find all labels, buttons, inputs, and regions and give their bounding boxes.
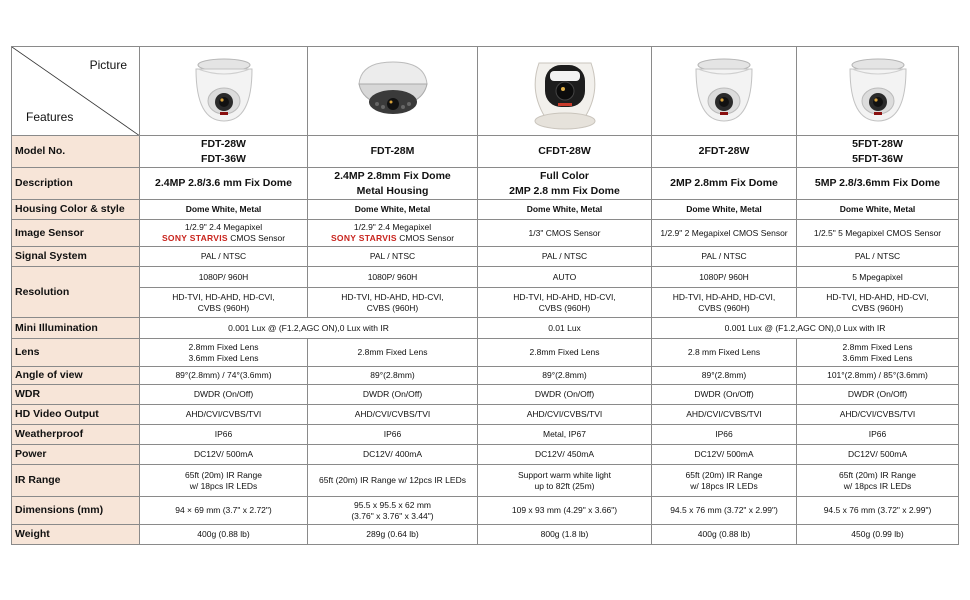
hd-formats-text: HD-TVI, HD-AHD, HD-CVI, bbox=[513, 291, 616, 302]
sony-starvis-brand: SONY STARVIS bbox=[161, 233, 228, 243]
resolution-cell-5: 5 Mpegapixel bbox=[797, 267, 959, 288]
cvbs-text: CVBS (960H) bbox=[366, 302, 419, 313]
housing-cell-2: Dome White, Metal bbox=[308, 200, 478, 220]
ir-text: w/ 18pcs IR LEDs bbox=[189, 480, 258, 491]
model-row bbox=[12, 136, 959, 168]
camera-image-5 bbox=[797, 47, 959, 136]
weight-cell-1: 400g (0.88 lb) bbox=[140, 525, 308, 545]
sensor-suffix: CMOS Sensor bbox=[227, 233, 286, 243]
features-label: Features bbox=[26, 110, 74, 124]
hd-formats-text: HD-TVI, HD-AHD, HD-CVI, bbox=[341, 291, 444, 302]
ir-range-cell-3 bbox=[478, 465, 652, 497]
sensor-cell-1 bbox=[140, 220, 308, 247]
power-cell-5: DC12V/ 500mA bbox=[797, 445, 959, 465]
weight-cell-2: 289g (0.64 lb) bbox=[308, 525, 478, 545]
sensor-cell-3: 1/3" CMOS Sensor bbox=[478, 220, 652, 247]
angle-cell-1: 89°(2.8mm) / 74°(3.6mm) bbox=[140, 367, 308, 385]
hdvideo-cell-4: AHD/CVI/CVBS/TVI bbox=[652, 405, 797, 425]
housing-cell-5: Dome White, Metal bbox=[797, 200, 959, 220]
wdr-cell-4: DWDR (On/Off) bbox=[652, 385, 797, 405]
ir-range-cell-1 bbox=[140, 465, 308, 497]
picture-row bbox=[12, 47, 959, 136]
hdvideo-cell-1: AHD/CVI/CVBS/TVI bbox=[140, 405, 308, 425]
ir-range-cell-4 bbox=[652, 465, 797, 497]
description-text: 2MP 2.8 mm Fix Dome bbox=[509, 184, 620, 197]
description-cell-1: 2.4MP 2.8/3.6 mm Fix Dome bbox=[140, 168, 308, 200]
row-label-description: Description bbox=[12, 168, 140, 200]
full-color-turret-camera-icon bbox=[525, 51, 605, 131]
weatherproof-cell-5: IP66 bbox=[797, 425, 959, 445]
hd-formats-text: HD-TVI, HD-AHD, HD-CVI, bbox=[826, 291, 929, 302]
model-cell-1 bbox=[140, 136, 308, 168]
output-format-cell-2 bbox=[308, 288, 478, 318]
dimensions-cell-3: 109 x 93 mm (4.29" x 3.66") bbox=[478, 497, 652, 525]
description-row bbox=[12, 168, 959, 200]
hdvideo-cell-2: AHD/CVI/CVBS/TVI bbox=[308, 405, 478, 425]
picture-label: Picture bbox=[89, 58, 127, 72]
camera-image-1 bbox=[140, 47, 308, 136]
wdr-cell-5: DWDR (On/Off) bbox=[797, 385, 959, 405]
lens-cell-1 bbox=[140, 339, 308, 367]
resolution-cell-1: 1080P/ 960H bbox=[140, 267, 308, 288]
model-text: 5FDT-28W bbox=[852, 137, 903, 150]
housing-cell-4: Dome White, Metal bbox=[652, 200, 797, 220]
model-text: FDT-28W bbox=[201, 137, 246, 150]
row-label-power: Power bbox=[12, 445, 140, 465]
cvbs-text: CVBS (960H) bbox=[698, 302, 750, 313]
row-label-lens: Lens bbox=[12, 339, 140, 367]
row-label-signal: Signal System bbox=[12, 247, 140, 267]
sensor-text bbox=[311, 233, 474, 244]
illumination-cell-4-5: 0.001 Lux @ (F1.2,AGC ON),0 Lux with IR bbox=[652, 318, 959, 339]
weatherproof-cell-4: IP66 bbox=[652, 425, 797, 445]
sensor-row bbox=[12, 220, 959, 247]
output-format-cell-3 bbox=[478, 288, 652, 318]
sensor-text: 1/2.9" 2.4 Megapixel bbox=[184, 222, 263, 232]
ir-text: 65ft (20m) IR Range bbox=[838, 469, 916, 480]
white-dome-camera-icon bbox=[186, 55, 262, 127]
resolution-row-2 bbox=[12, 288, 959, 318]
model-cell-5 bbox=[797, 136, 959, 168]
signal-cell-4: PAL / NTSC bbox=[652, 247, 797, 267]
hdvideo-row bbox=[12, 405, 959, 425]
dimensions-row bbox=[12, 497, 959, 525]
sensor-suffix: CMOS Sensor bbox=[396, 233, 455, 243]
ir-range-cell-2: 65ft (20m) IR Range w/ 12pcs IR LEDs bbox=[308, 465, 478, 497]
illumination-row bbox=[12, 318, 959, 339]
lens-text: 2.8mm Fixed Lens bbox=[842, 341, 913, 352]
description-cell-4: 2MP 2.8mm Fix Dome bbox=[652, 168, 797, 200]
weatherproof-cell-1: IP66 bbox=[140, 425, 308, 445]
angle-row bbox=[12, 367, 959, 385]
signal-row bbox=[12, 247, 959, 267]
cvbs-text: CVBS (960H) bbox=[538, 302, 591, 313]
sensor-cell-2 bbox=[308, 220, 478, 247]
lens-text: 3.6mm Fixed Lens bbox=[188, 352, 259, 363]
header-corner-cell bbox=[12, 47, 140, 136]
description-cell-5: 5MP 2.8/3.6mm Fix Dome bbox=[797, 168, 959, 200]
ir-text: w/ 18pcs IR LEDs bbox=[690, 480, 758, 491]
row-label-dimensions: Dimensions (mm) bbox=[12, 497, 140, 525]
output-format-cell-4 bbox=[652, 288, 797, 318]
dimensions-cell-1: 94 × 69 mm (3.7" x 2.72") bbox=[140, 497, 308, 525]
sensor-text bbox=[143, 233, 304, 244]
power-row bbox=[12, 445, 959, 465]
white-dome-camera-icon bbox=[686, 55, 762, 127]
description-cell-3 bbox=[478, 168, 652, 200]
row-label-model: Model No. bbox=[12, 136, 140, 168]
weatherproof-cell-3: Metal, IP67 bbox=[478, 425, 652, 445]
ir-text: w/ 18pcs IR LEDs bbox=[843, 480, 912, 491]
signal-cell-2: PAL / NTSC bbox=[308, 247, 478, 267]
lens-row bbox=[12, 339, 959, 367]
illumination-cell-3: 0.01 Lux bbox=[478, 318, 652, 339]
power-cell-1: DC12V/ 500mA bbox=[140, 445, 308, 465]
signal-cell-1: PAL / NTSC bbox=[140, 247, 308, 267]
hdvideo-cell-5: AHD/CVI/CVBS/TVI bbox=[797, 405, 959, 425]
ir-text: 65ft (20m) IR Range bbox=[685, 469, 763, 480]
row-label-ir-range: IR Range bbox=[12, 465, 140, 497]
power-cell-2: DC12V/ 400mA bbox=[308, 445, 478, 465]
sensor-cell-5: 1/2.5" 5 Megapixel CMOS Sensor bbox=[797, 220, 959, 247]
angle-cell-3: 89°(2.8mm) bbox=[478, 367, 652, 385]
camera-spec-table bbox=[11, 46, 959, 545]
sensor-cell-4: 1/2.9" 2 Megapixel CMOS Sensor bbox=[652, 220, 797, 247]
ir-text: up to 82ft (25m) bbox=[534, 480, 595, 491]
wdr-row bbox=[12, 385, 959, 405]
hdvideo-cell-3: AHD/CVI/CVBS/TVI bbox=[478, 405, 652, 425]
housing-row bbox=[12, 200, 959, 220]
resolution-row-1 bbox=[12, 267, 959, 288]
illumination-cell-1-2: 0.001 Lux @ (F1.2,AGC ON),0 Lux with IR bbox=[140, 318, 478, 339]
row-label-wdr: WDR bbox=[12, 385, 140, 405]
dimensions-text: 95.5 x 95.5 x 62 mm bbox=[353, 499, 431, 510]
wdr-cell-3: DWDR (On/Off) bbox=[478, 385, 652, 405]
power-cell-4: DC12V/ 500mA bbox=[652, 445, 797, 465]
sony-starvis-brand: SONY STARVIS bbox=[330, 233, 397, 243]
description-text: 2.4MP 2.8mm Fix Dome bbox=[334, 169, 451, 182]
ir-range-row bbox=[12, 465, 959, 497]
camera-image-3 bbox=[478, 47, 652, 136]
signal-cell-3: PAL / NTSC bbox=[478, 247, 652, 267]
resolution-cell-3: AUTO bbox=[478, 267, 652, 288]
cvbs-text: CVBS (960H) bbox=[197, 302, 250, 313]
dimensions-cell-4: 94.5 x 76 mm (3.72" x 2.99") bbox=[652, 497, 797, 525]
row-label-weatherproof: Weatherproof bbox=[12, 425, 140, 445]
ir-range-cell-5 bbox=[797, 465, 959, 497]
weight-cell-5: 450g (0.99 lb) bbox=[797, 525, 959, 545]
housing-cell-1: Dome White, Metal bbox=[140, 200, 308, 220]
cvbs-text: CVBS (960H) bbox=[851, 302, 904, 313]
housing-cell-3: Dome White, Metal bbox=[478, 200, 652, 220]
model-text: 5FDT-36W bbox=[852, 152, 903, 165]
output-format-cell-5 bbox=[797, 288, 959, 318]
model-cell-2: FDT-28M bbox=[308, 136, 478, 168]
weight-cell-4: 400g (0.88 lb) bbox=[652, 525, 797, 545]
angle-cell-5: 101°(2.8mm) / 85°(3.6mm) bbox=[797, 367, 959, 385]
hd-formats-text: HD-TVI, HD-AHD, HD-CVI, bbox=[172, 291, 275, 302]
model-cell-3: CFDT-28W bbox=[478, 136, 652, 168]
dimensions-text: (3.76" x 3.76" x 3.44") bbox=[351, 510, 434, 521]
weight-cell-3: 800g (1.8 lb) bbox=[478, 525, 652, 545]
row-label-housing: Housing Color & style bbox=[12, 200, 140, 220]
wdr-cell-2: DWDR (On/Off) bbox=[308, 385, 478, 405]
angle-cell-2: 89°(2.8mm) bbox=[308, 367, 478, 385]
lens-cell-3: 2.8mm Fixed Lens bbox=[478, 339, 652, 367]
description-text: Metal Housing bbox=[356, 184, 429, 197]
lens-cell-4: 2.8 mm Fixed Lens bbox=[652, 339, 797, 367]
row-label-sensor: Image Sensor bbox=[12, 220, 140, 247]
model-cell-4: 2FDT-28W bbox=[652, 136, 797, 168]
row-label-angle: Angle of view bbox=[12, 367, 140, 385]
output-format-cell-1 bbox=[140, 288, 308, 318]
dimensions-cell-5: 94.5 x 76 mm (3.72" x 2.99") bbox=[797, 497, 959, 525]
resolution-cell-4: 1080P/ 960H bbox=[652, 267, 797, 288]
ir-text: 65ft (20m) IR Range bbox=[184, 469, 262, 480]
power-cell-3: DC12V/ 450mA bbox=[478, 445, 652, 465]
camera-image-2 bbox=[308, 47, 478, 136]
description-text: Full Color bbox=[540, 169, 589, 182]
weatherproof-row bbox=[12, 425, 959, 445]
signal-cell-5: PAL / NTSC bbox=[797, 247, 959, 267]
lens-text: 3.6mm Fixed Lens bbox=[842, 352, 913, 363]
weight-row bbox=[12, 525, 959, 545]
lens-cell-5 bbox=[797, 339, 959, 367]
description-cell-2 bbox=[308, 168, 478, 200]
model-text: FDT-36W bbox=[201, 152, 246, 165]
wdr-cell-1: DWDR (On/Off) bbox=[140, 385, 308, 405]
weatherproof-cell-2: IP66 bbox=[308, 425, 478, 445]
white-dome-camera-icon bbox=[840, 55, 916, 127]
camera-image-4 bbox=[652, 47, 797, 136]
lens-text: 2.8mm Fixed Lens bbox=[188, 341, 259, 352]
resolution-cell-2: 1080P/ 960H bbox=[308, 267, 478, 288]
dimensions-cell-2 bbox=[308, 497, 478, 525]
row-label-weight: Weight bbox=[12, 525, 140, 545]
ir-text: Support warm white light bbox=[517, 469, 612, 480]
metal-dome-camera-icon bbox=[353, 58, 433, 124]
row-label-illumination: Mini Illumination bbox=[12, 318, 140, 339]
row-label-hdvideo: HD Video Output bbox=[12, 405, 140, 425]
angle-cell-4: 89°(2.8mm) bbox=[652, 367, 797, 385]
row-label-resolution: Resolution bbox=[12, 267, 140, 318]
sensor-text: 1/2.9" 2.4 Megapixel bbox=[353, 222, 432, 232]
lens-cell-2: 2.8mm Fixed Lens bbox=[308, 339, 478, 367]
hd-formats-text: HD-TVI, HD-AHD, HD-CVI, bbox=[672, 291, 776, 302]
